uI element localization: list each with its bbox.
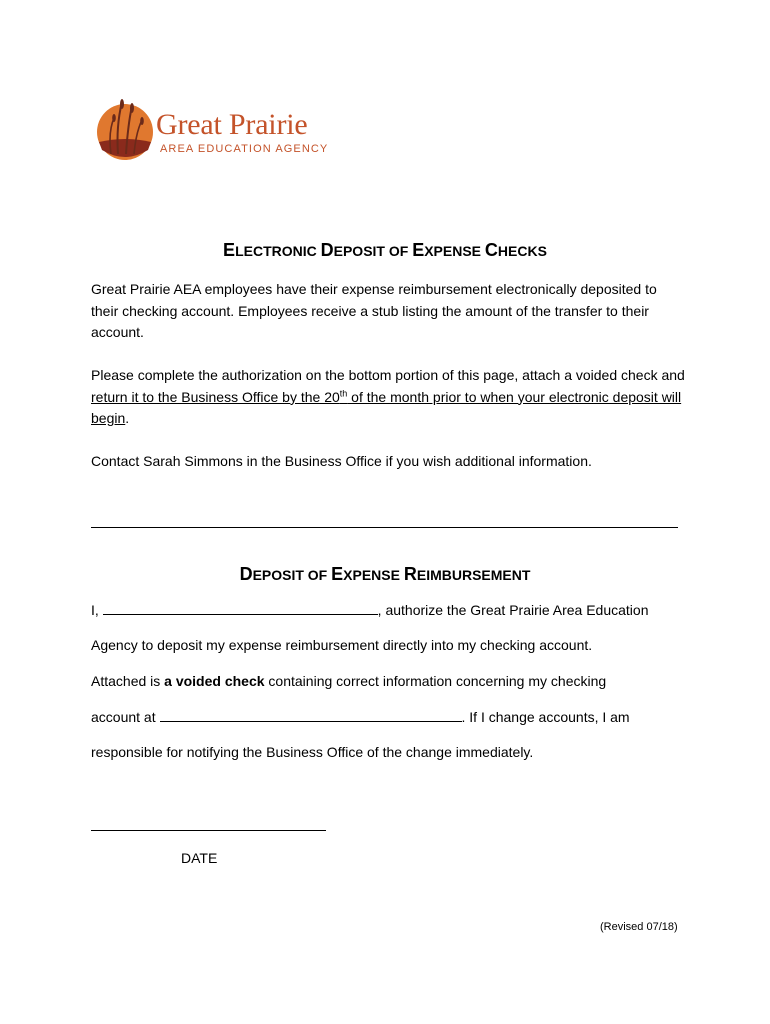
authorization-text: Agency to deposit my expense reimbursement directly into my checking account. [91, 637, 593, 653]
intro-paragraph: Great Prairie AEA employees have their expense reimbursement electronically deposited to their checking account. Employees receive a stub listing the amount of the transfer to their account. [91, 281, 657, 340]
logo-agency-subtitle: AREA EDUCATION AGENCY [160, 143, 329, 155]
instructions-paragraph: Please complete the authorization on the bottom portion of this page, attach a voided check and return it to the Business Office by the 20th of the month prior to when your electronic deposit will begin. [91, 367, 685, 426]
page-title: ELECTRONIC DEPOSIT OF EXPENSE CHECKS [223, 240, 547, 260]
responsibility-text: responsible for notifying the Business Office of the change immediately. [91, 744, 534, 760]
bank-name-field[interactable] [160, 708, 462, 722]
employee-name-field[interactable] [103, 601, 378, 615]
revision-note: (Revised 07/18) [600, 921, 678, 933]
account-line: account at . If I change accounts, I am [91, 709, 630, 725]
contact-paragraph: Contact Sarah Simmons in the Business Office if you wish additional information. [91, 453, 592, 469]
logo-agency-name: Great Prairie [156, 108, 308, 141]
prairie-grass-logo-icon [96, 96, 160, 162]
agency-logo [96, 96, 336, 162]
section-divider [91, 527, 678, 528]
authorization-line: I, , authorize the Great Prairie Area Education [91, 602, 649, 618]
voided-check-line: Attached is a voided check containing correct information concerning my checking [91, 673, 607, 689]
deadline-text: return it to the Business Office by the 20th of the month prior to when your electronic deposit will begin [91, 387, 682, 426]
form-heading: DEPOSIT OF EXPENSE REIMBURSEMENT [239, 564, 531, 584]
date-label: DATE [181, 850, 218, 866]
signature-field[interactable] [91, 830, 326, 831]
